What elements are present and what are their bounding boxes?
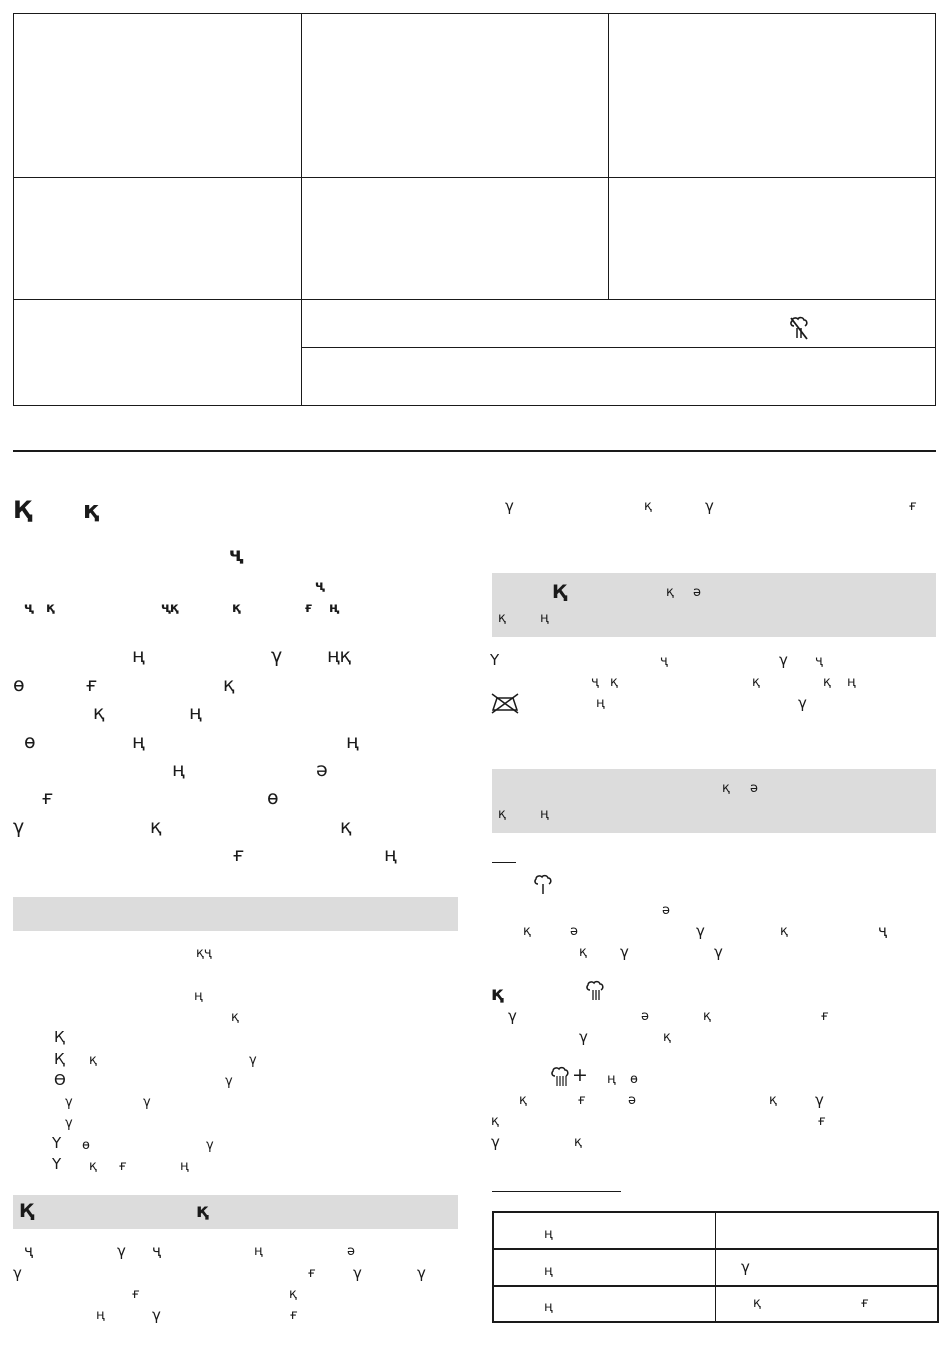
list-item: Υ [52, 1134, 62, 1152]
table-cell: γ [741, 1258, 750, 1276]
text-glyph: ҷ [315, 579, 324, 594]
text-glyph: қҷ [196, 946, 212, 961]
text-glyph: ө [24, 731, 36, 753]
section-heading: Қ [13, 496, 32, 524]
list-item: γ [225, 1074, 233, 1089]
text-glyph: қ [579, 945, 587, 960]
text-glyph: γ [117, 1242, 126, 1260]
text-glyph: ң [596, 696, 605, 711]
list-item: γ [249, 1053, 257, 1068]
text-glyph: ә [347, 1244, 355, 1259]
text-glyph: γ [271, 645, 283, 667]
text-glyph: γ [779, 651, 788, 669]
steam-icon [533, 872, 555, 896]
text-glyph: қ [289, 1287, 297, 1302]
text-glyph: қ [340, 816, 352, 838]
plus-label: + [572, 1064, 588, 1086]
list-item: Ө [54, 1071, 66, 1089]
text-glyph: ң [254, 1244, 263, 1259]
text-glyph: γ [798, 694, 807, 712]
text-glyph: ҷ [24, 1242, 33, 1260]
text-glyph: γ [705, 497, 714, 515]
text-glyph: ң [132, 645, 145, 667]
text-glyph: ғ [909, 499, 917, 514]
text-glyph: қ [231, 1010, 239, 1025]
text-glyph: ө [630, 1072, 638, 1087]
text-glyph: γ [505, 497, 514, 515]
no-iron-icon [491, 692, 519, 714]
text-glyph: ғ [42, 787, 54, 809]
text-glyph: ө [267, 787, 279, 809]
section-heading: қ [83, 496, 100, 524]
list-item: γ [65, 1116, 73, 1131]
list-item: Қ [54, 1050, 65, 1068]
text-glyph: ғ [86, 674, 98, 696]
text-glyph: ң [132, 731, 145, 753]
text-glyph: қ [823, 675, 831, 690]
text-glyph: қ [752, 675, 760, 690]
list-item: γ [206, 1138, 214, 1153]
text-glyph: ң [540, 611, 549, 626]
text-glyph: ғ [305, 601, 313, 616]
text-glyph: ғ [818, 1114, 826, 1129]
text-glyph: қ [769, 1093, 777, 1108]
text-glyph: қ [150, 816, 162, 838]
text-glyph: ңқ [327, 645, 352, 667]
text-glyph: ң [346, 731, 359, 753]
list-item: ө [82, 1138, 90, 1153]
settings-table [492, 1211, 939, 1323]
text-glyph: ң [607, 1072, 616, 1087]
table-cell: ң [544, 1227, 553, 1242]
text-glyph: γ [508, 1007, 517, 1025]
text-glyph: қ [498, 807, 506, 822]
text-glyph: γ [815, 1091, 824, 1109]
text-glyph: қ [663, 1030, 671, 1045]
text-glyph: Қ [552, 581, 567, 603]
text-glyph: ғ [308, 1266, 316, 1281]
text-glyph: қ [491, 1114, 499, 1129]
text-glyph: ə [570, 924, 578, 939]
text-glyph: γ [152, 1306, 161, 1324]
section-band [13, 897, 458, 931]
text-glyph: қ [223, 674, 235, 696]
text-glyph: ҷқ [161, 601, 179, 616]
text-glyph: γ [13, 1264, 22, 1282]
header-table-divider [14, 177, 935, 178]
settings-table-divider [494, 1248, 937, 1250]
list-item: γ [65, 1095, 73, 1110]
table-cell: ң [544, 1300, 553, 1315]
text-glyph: қ [666, 585, 674, 600]
steam-plus-icon [585, 978, 609, 1004]
settings-table-divider [715, 1213, 716, 1321]
text-glyph: Υ [490, 651, 500, 669]
text-glyph: ə [662, 903, 670, 918]
text-glyph: ң [847, 675, 856, 690]
text-glyph: ҷ [660, 654, 668, 669]
text-glyph: ҷ [152, 1242, 161, 1260]
list-item: Υ [52, 1155, 62, 1173]
text-glyph: ə [693, 585, 701, 600]
text-glyph: қ [644, 499, 652, 514]
text-glyph: ң [329, 601, 340, 616]
table-cell: ғ [861, 1296, 869, 1311]
text-glyph: ғ [132, 1287, 140, 1302]
section-band [492, 769, 936, 833]
header-table-divider [608, 14, 609, 299]
steam-boost-icon [550, 1064, 574, 1090]
text-glyph: ң [194, 989, 203, 1004]
text-glyph: γ [620, 943, 629, 961]
section-heading: Қ [19, 1200, 34, 1222]
text-glyph: ҷ [24, 601, 33, 616]
no-steam-icon [787, 314, 813, 342]
text-glyph: γ [491, 1133, 500, 1151]
section-rule [13, 450, 936, 452]
text-glyph: ə [641, 1009, 649, 1024]
text-glyph: қ [232, 601, 241, 616]
text-glyph: ә [316, 759, 328, 781]
text-glyph: ң [384, 844, 397, 866]
text-glyph: γ [714, 943, 723, 961]
text-glyph: қ [722, 781, 730, 796]
text-glyph: қ [498, 611, 506, 626]
text-glyph: γ [353, 1264, 362, 1282]
text-glyph: ҷ [815, 654, 823, 669]
text-glyph: ң [172, 759, 185, 781]
settings-table-divider [494, 1285, 937, 1287]
text-glyph: қ [523, 924, 531, 939]
text-glyph: ғ [233, 844, 245, 866]
text-glyph: ə [750, 781, 758, 796]
text-glyph: ғ [290, 1308, 298, 1323]
text-glyph: қ [574, 1135, 582, 1150]
list-item: қ [89, 1053, 97, 1068]
text-glyph: ҷ [229, 544, 243, 566]
list-item: γ [143, 1095, 151, 1110]
list-item: ң [180, 1159, 189, 1174]
header-table [13, 13, 936, 406]
text-glyph: қ [93, 702, 105, 724]
text-glyph: ҷ [591, 675, 599, 690]
table-caption-rule [492, 1191, 621, 1192]
text-glyph: ң [96, 1308, 105, 1323]
list-item: Қ [54, 1028, 65, 1046]
text-glyph: ң [189, 702, 202, 724]
text-glyph: қ [491, 983, 504, 1005]
text-glyph: γ [417, 1264, 426, 1282]
header-table-divider [14, 299, 935, 300]
subsection-rule [492, 862, 516, 863]
text-glyph: қ [46, 601, 55, 616]
list-item: қ [89, 1159, 97, 1174]
table-cell: ң [544, 1264, 553, 1279]
list-item: ғ [119, 1159, 127, 1174]
text-glyph: ғ [578, 1093, 586, 1108]
text-glyph: ө [13, 674, 25, 696]
text-glyph: γ [13, 816, 25, 838]
text-glyph: γ [696, 922, 705, 940]
text-glyph: ə [628, 1093, 636, 1108]
text-glyph: ҷ [878, 922, 887, 940]
table-cell: қ [753, 1296, 761, 1311]
text-glyph: қ [610, 675, 618, 690]
section-band [13, 1195, 458, 1229]
text-glyph: ғ [821, 1009, 829, 1024]
section-heading: қ [196, 1200, 209, 1222]
text-glyph: қ [519, 1093, 527, 1108]
text-glyph: қ [780, 924, 788, 939]
text-glyph: қ [703, 1009, 711, 1024]
header-table-divider [301, 347, 935, 348]
text-glyph: ң [540, 807, 549, 822]
text-glyph: γ [579, 1028, 588, 1046]
